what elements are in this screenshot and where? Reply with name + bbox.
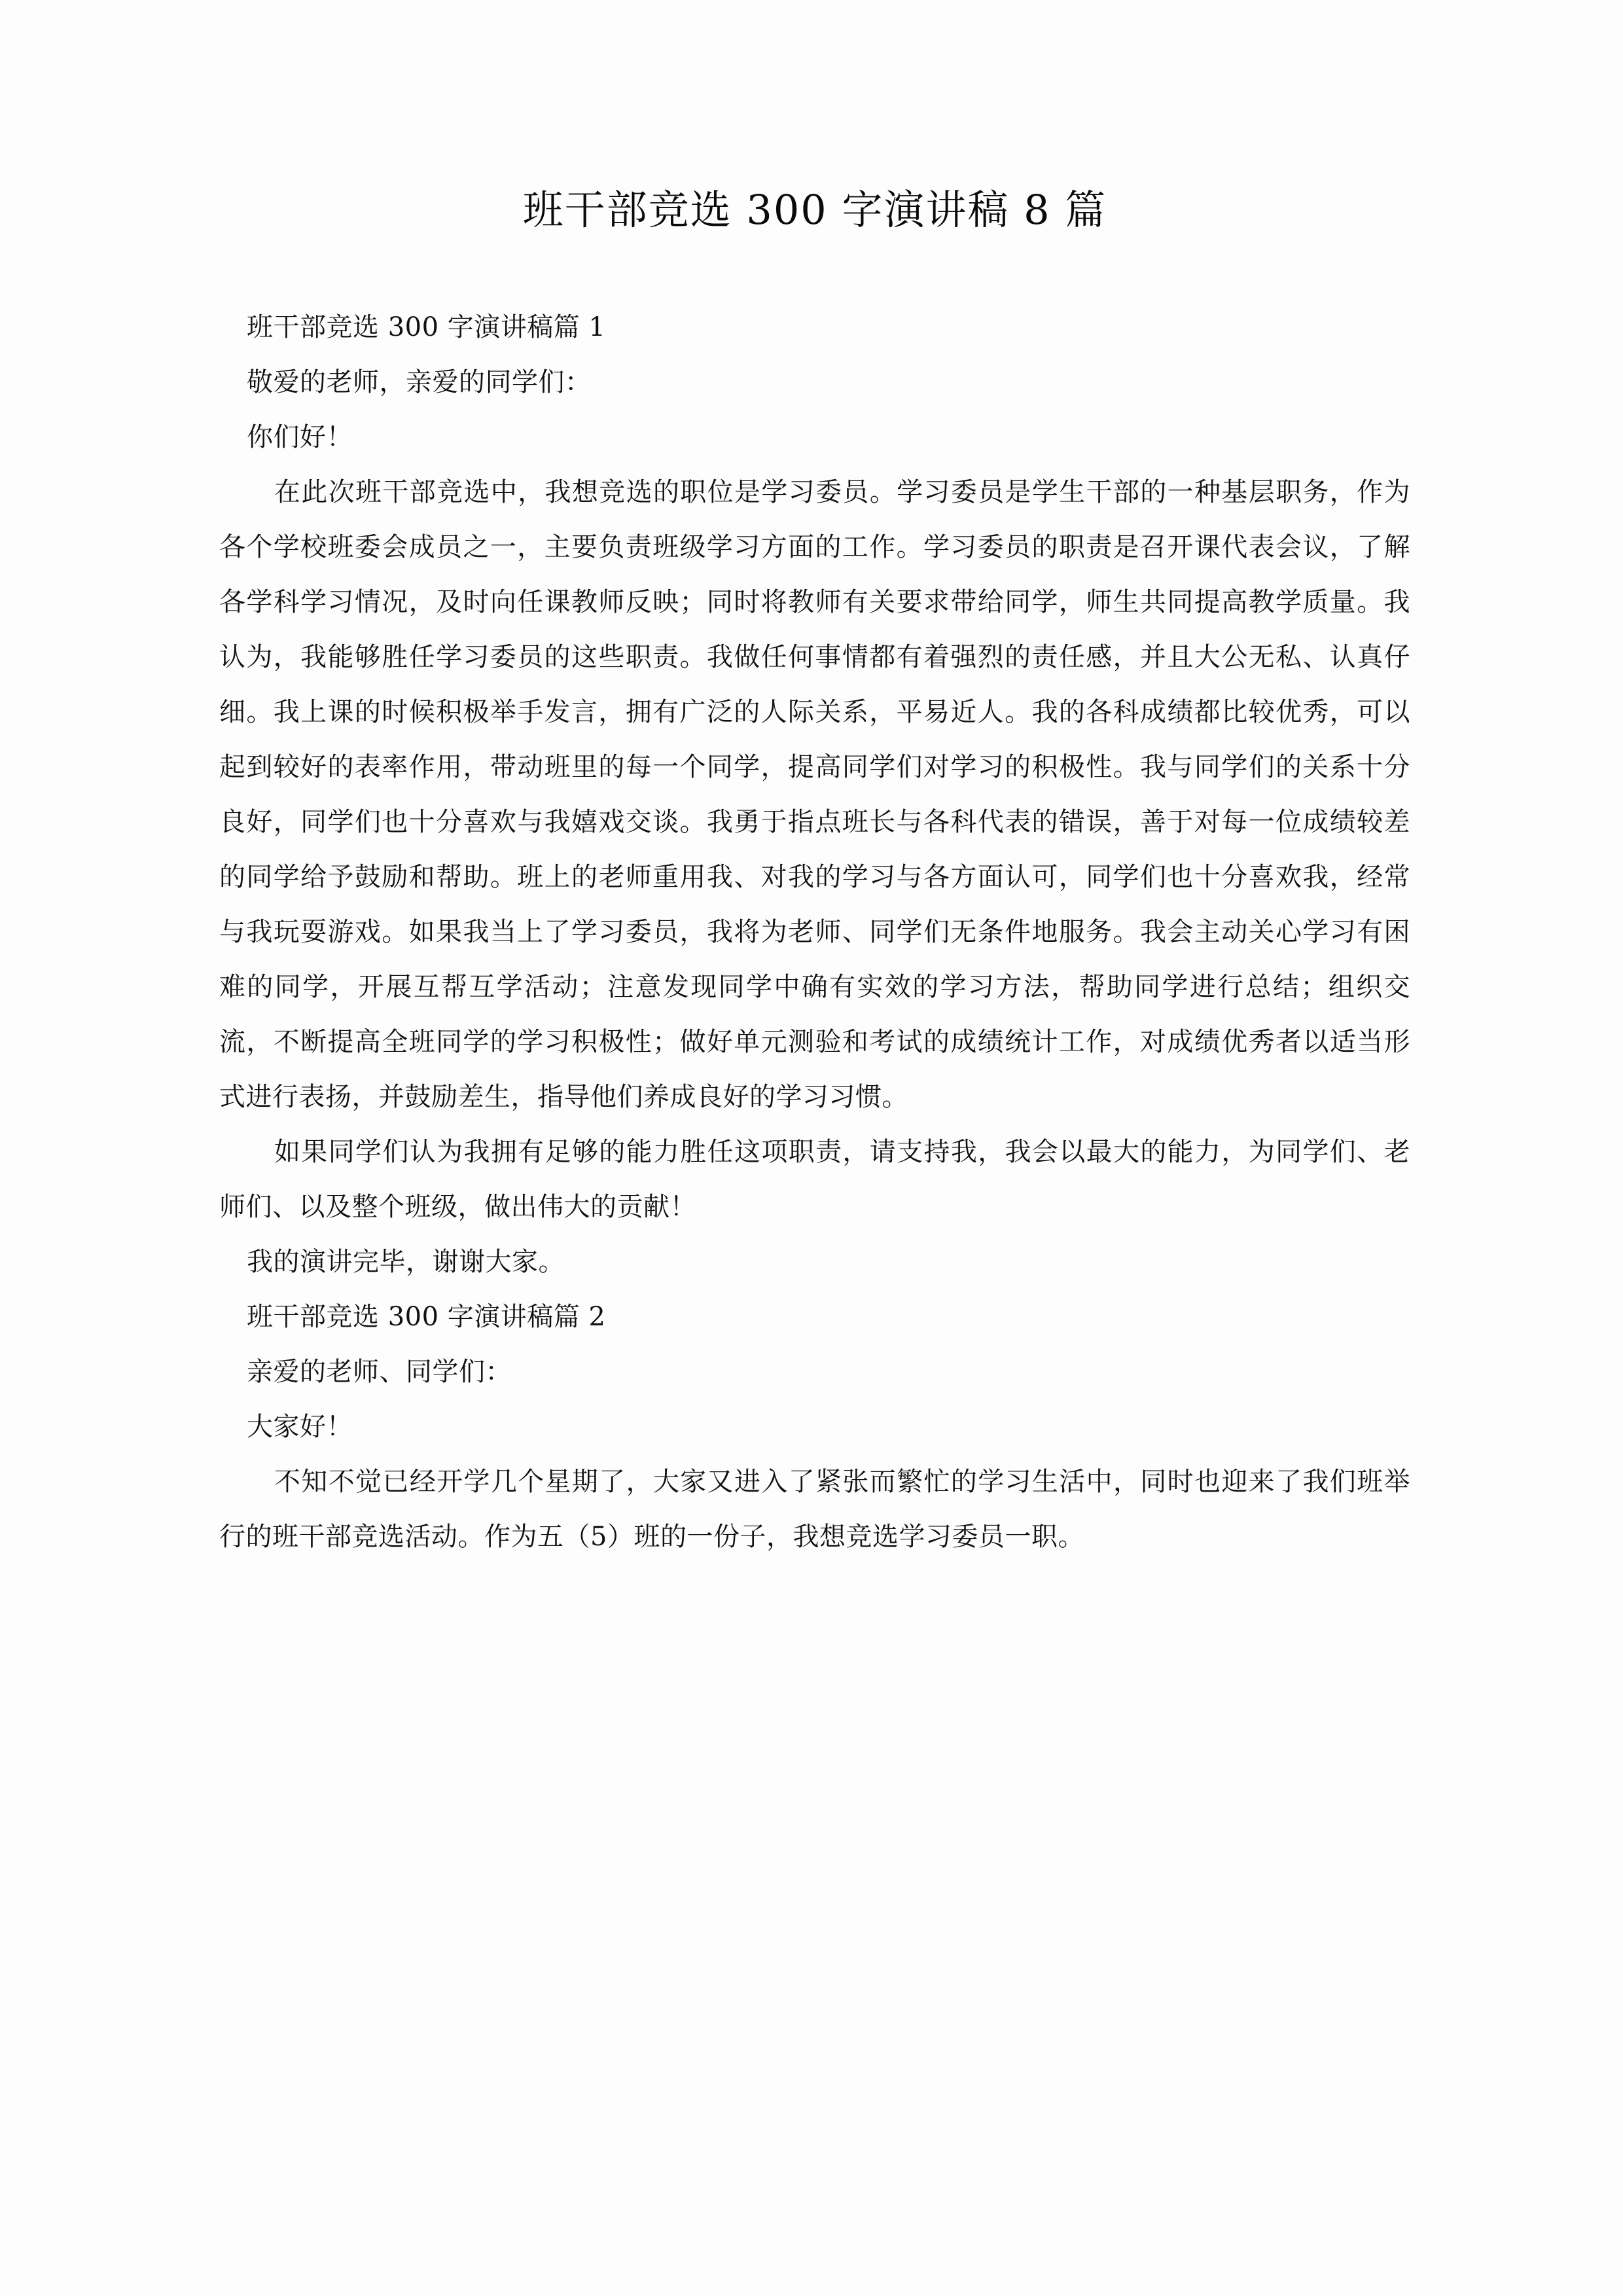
paragraph-salutation-2: 亲爱的老师、同学们： bbox=[247, 1356, 512, 1387]
paragraph-section-heading-2: 班干部竞选 300 字演讲稿篇 2 bbox=[247, 1301, 606, 1332]
paragraph-body-1: 在此次班干部竞选中，我想竞选的职位是学习委员。学习委员是学生干部的一种基层职务，作为各个学校班委会成员之一，主要负责班级学习方面的工作。学习委员的职责是召开课代表会议，了解各学科学习情况，及时向任课教师反映；同时将教师有关要求带给同学，师生共同提高教学质量。我认为，我能够胜任学习委员的这些职责。我做任何事情都有着强烈的责任感，并且大公无私、认真仔细。我上课的时候积极举手发言，拥有广泛的人际关系，平易近人。我的各科成绩都比较优秀，可以起到较好的表率作用，带动班里的每一个同学，提高同学们对学习的积极性。我与同学们的关系十分良好，同学们也十分喜欢与我嬉戏交谈。我勇于指点班长与各科代表的错误，善于对每一位成绩较差的同学给予鼓励和帮助。班上的老师重用我、对我的学习与各方面认可，同学们也十分喜欢我，经常与我玩耍游戏。如果我当上了学习委员，我将为老师、同学们无条件地服务。我会主动关心学习有困难的同学，开展互帮互学活动；注意发现同学中确有实效的学习方法，帮助同学进行总结；组织交流，不断提高全班同学的学习积极性；做好单元测验和考试的成绩统计工作，对成绩优秀者以适当形式进行表扬，并鼓励差生，指导他们养成良好的学习习惯。 bbox=[219, 476, 1410, 1112]
paragraph-greeting-1: 你们好！ bbox=[247, 422, 353, 452]
paragraph-section-heading-1: 班干部竞选 300 字演讲稿篇 1 bbox=[247, 312, 606, 342]
paragraph-greeting-2: 大家好！ bbox=[247, 1411, 353, 1442]
paragraph-body-2: 如果同学们认为我拥有足够的能力胜任这项职责，请支持我，我会以最大的能力，为同学们、老师们、以及整个班级，做出伟大的贡献！ bbox=[219, 1136, 1410, 1222]
paragraph-salutation-1: 敬爱的老师，亲爱的同学们： bbox=[247, 367, 592, 397]
page-content-area bbox=[219, 0, 1410, 1564]
document-body bbox=[219, 300, 1410, 1564]
page-title: 班干部竞选 300 字演讲稿 8 篇 bbox=[522, 186, 1107, 234]
paragraph-body-3: 不知不觉已经开学几个星期了，大家又进入了紧张而繁忙的学习生活中，同时也迎来了我们班举行的班干部竞选活动。作为五（5）班的一份子，我想竞选学习委员一职。 bbox=[219, 1466, 1410, 1552]
paragraph-closing-1: 我的演讲完毕，谢谢大家。 bbox=[247, 1246, 565, 1277]
